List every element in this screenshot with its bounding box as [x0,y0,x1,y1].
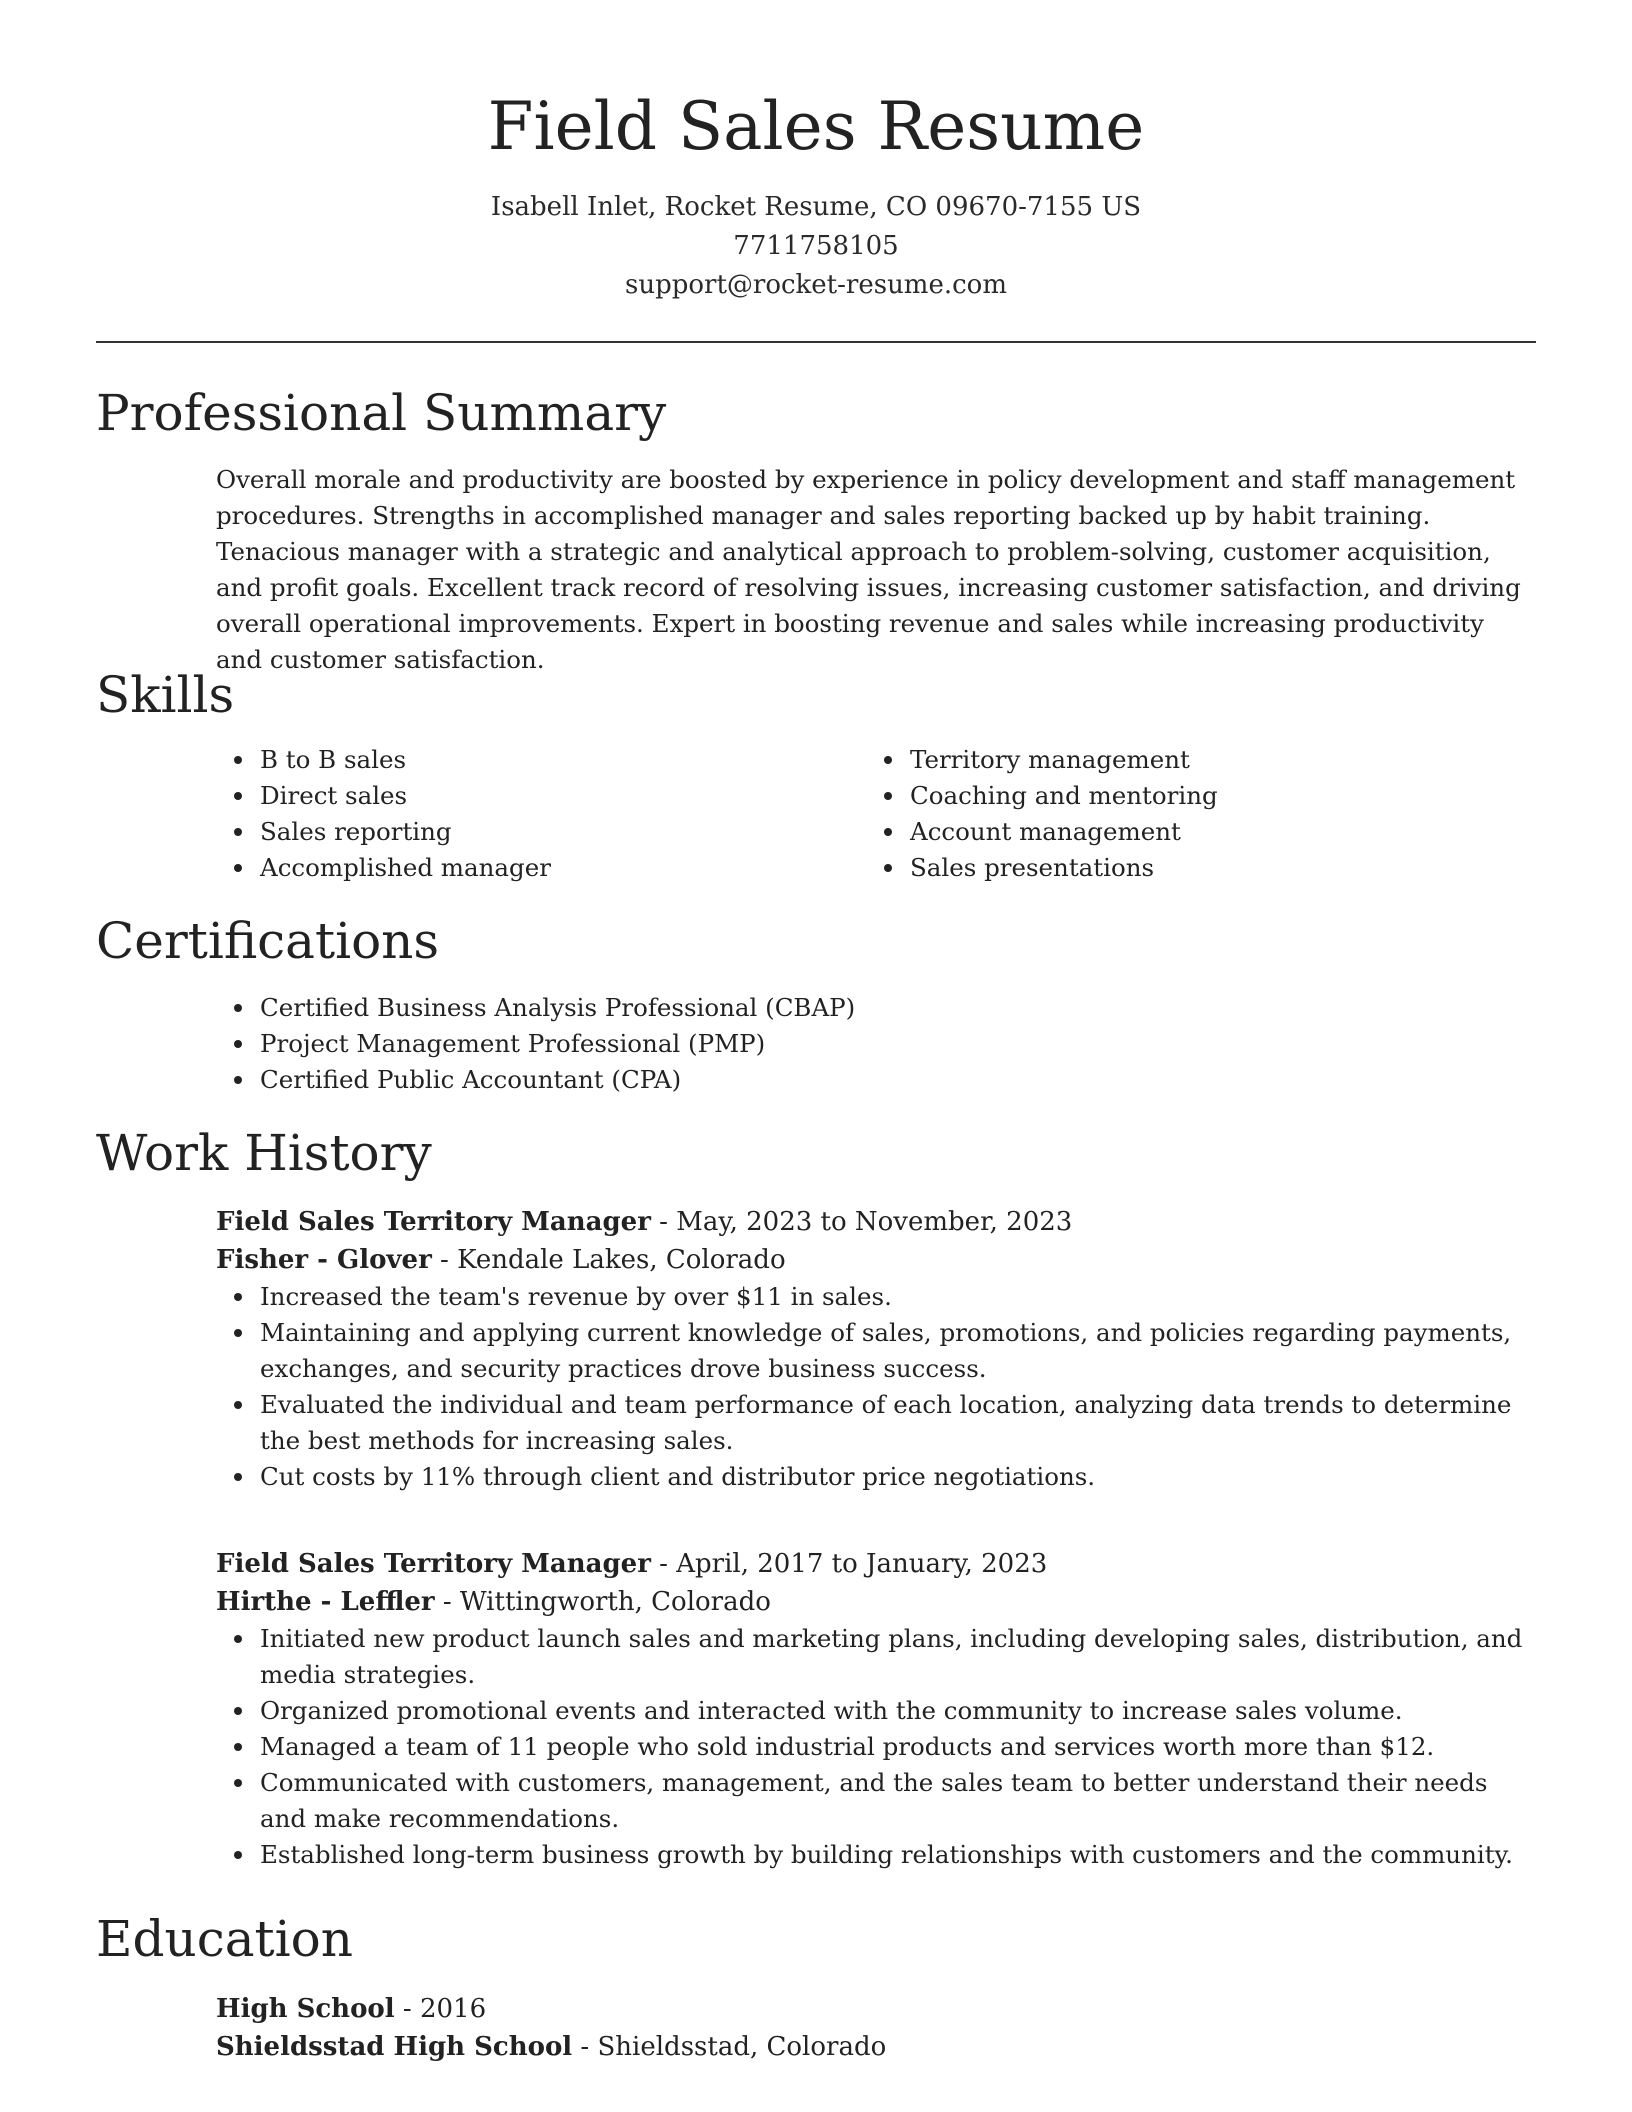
job-bullet: Established long-term business growth by building relationships with customers and the community. [260,1837,1536,1873]
skills-heading: Skills [96,666,235,724]
job-bullet: Increased the team's revenue by over $11 in sales. [260,1279,1536,1315]
job-company: Fisher - Glover [216,1245,432,1275]
skill-item: Account management [910,814,1516,850]
job-entry [216,1203,1536,1495]
job-bullets [216,1279,1536,1495]
contact-phone: 7711758105 [733,231,899,261]
skill-item: B to B sales [260,742,866,778]
education-school: Shieldsstad High School [216,2032,573,2062]
skill-item: Coaching and mentoring [910,778,1516,814]
job-bullet: Organized promotional events and interacted with the community to increase sales volume. [260,1693,1536,1729]
certifications-heading: Certifications [96,912,440,970]
skill-item: Territory management [910,742,1516,778]
job-title-line [216,1545,1536,1583]
contact-address: Isabell Inlet, Rocket Resume, CO 09670-7155 US [490,192,1142,222]
education-location: - Shieldsstad, Colorado [572,2032,887,2062]
job-dates: - April, 2017 to January, 2023 [650,1549,1048,1579]
certification-item: Certified Business Analysis Professional (CBAP) [260,990,1536,1026]
education-degree-line [216,1990,1536,2028]
education-school-line [216,2028,1536,2066]
skill-item: Sales reporting [260,814,866,850]
header-divider [96,341,1536,343]
job-company-line [216,1583,1536,1621]
skills-list [216,742,1536,886]
job-entry [216,1545,1536,1873]
job-dates: - May, 2023 to November, 2023 [650,1207,1073,1237]
job-bullet: Evaluated the individual and team performance of each location, analyzing data trends to determine the best methods for increasing sales. [260,1387,1536,1459]
contact-email: support@rocket-resume.com [624,270,1007,300]
job-bullet: Communicated with customers, management, and the sales team to better understand their needs and make recommendations. [260,1765,1536,1837]
education-heading: Education [96,1910,353,1968]
certification-item: Project Management Professional (PMP) [260,1026,1536,1062]
job-bullet: Cut costs by 11% through client and distributor price negotiations. [260,1459,1536,1495]
certifications-list [216,990,1536,1098]
work-history-heading: Work History [96,1124,432,1182]
certification-item: Certified Public Accountant (CPA) [260,1062,1536,1098]
skill-item: Accomplished manager [260,850,866,886]
job-title: Field Sales Territory Manager [216,1549,651,1579]
job-company: Hirthe - Leffler [216,1587,435,1617]
contact-info [96,188,1536,305]
page-title: Field Sales Resume [487,88,1145,165]
skill-item: Sales presentations [910,850,1516,886]
job-title: Field Sales Territory Manager [216,1207,651,1237]
resume-header [96,84,1536,305]
job-location: - Wittingworth, Colorado [434,1587,771,1617]
job-bullets [216,1621,1536,1873]
skill-item: Direct sales [260,778,866,814]
education-entry [216,1990,1536,2066]
job-bullet: Initiated new product launch sales and marketing plans, including developing sales, distribution, and media strategies. [260,1621,1536,1693]
summary-text: Overall morale and productivity are boosted by experience in policy development and staff management procedures. Strengths in accomplished manager and sales reporting backed up by habit training. Tenacious manager with a strategic and analytical approach to problem-solving, customer acquisition, and profit goals. Excellent track record of resolving issues, increasing customer satisfaction, and driving overall operational improvements. Expert in boosting revenue and sales while increasing productivity and customer satisfaction. [216,465,1521,674]
job-bullet: Maintaining and applying current knowledge of sales, promotions, and policies regarding payments, exchanges, and security practices drove business success. [260,1315,1536,1387]
job-company-line [216,1241,1536,1279]
job-title-line [216,1203,1536,1241]
summary-heading: Professional Summary [96,384,667,442]
job-bullet: Managed a team of 11 people who sold industrial products and services worth more than $12. [260,1729,1536,1765]
job-location: - Kendale Lakes, Colorado [431,1245,786,1275]
education-year: - 2016 [394,1994,487,2024]
education-degree: High School [216,1994,395,2024]
